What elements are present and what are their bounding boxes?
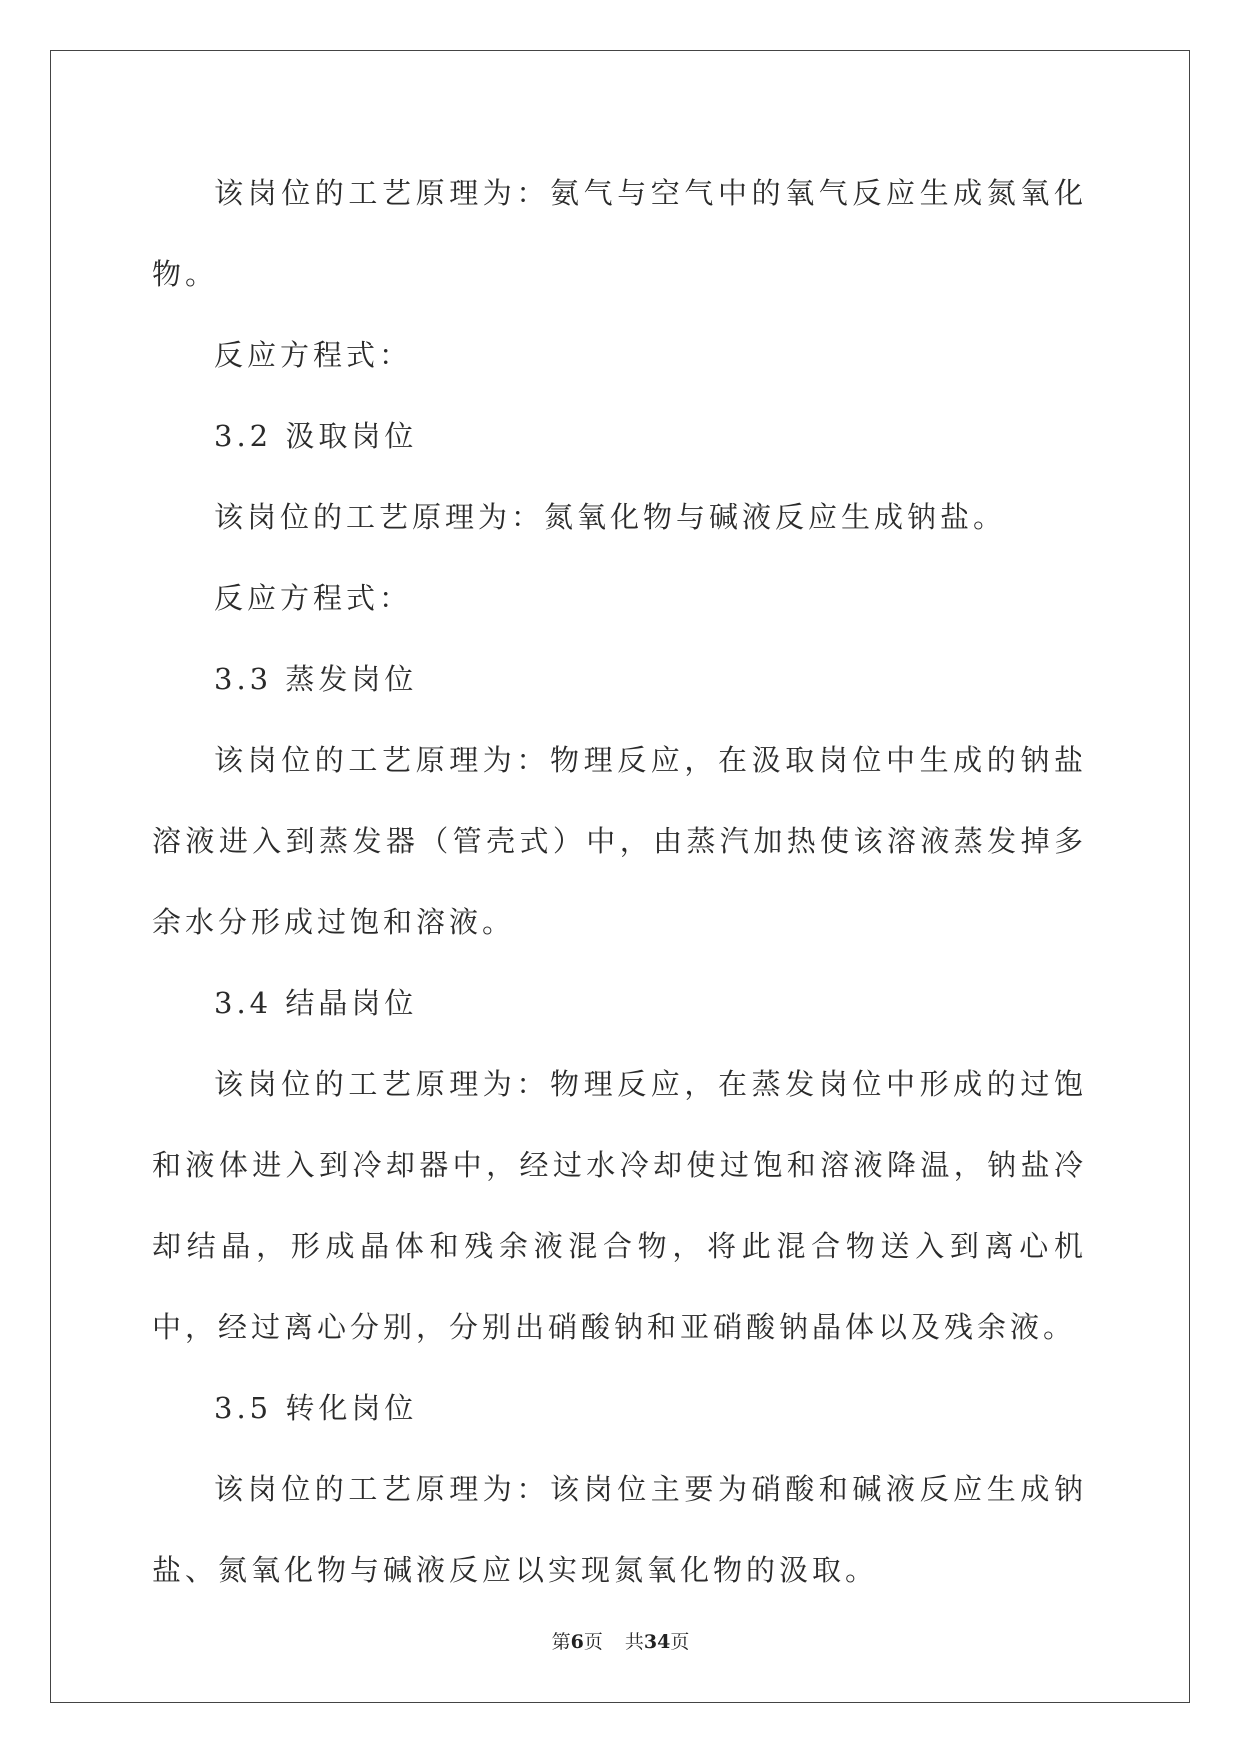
section-heading: 3.3 蒸发岗位 bbox=[214, 662, 418, 696]
paragraph: 该岗位的工艺原理为：氮氧化物与碱液反应生成钠盐。 bbox=[214, 500, 1007, 534]
page-footer bbox=[0, 1627, 1241, 1654]
page-prefix: 第 bbox=[551, 1631, 571, 1653]
page-suffix: 页 bbox=[583, 1631, 603, 1653]
section-heading: 3.2 汲取岗位 bbox=[214, 419, 418, 453]
paragraph: 该岗位的工艺原理为：物理反应，在蒸发岗位中形成的过饱和液体进入到冷却器中，经过水冷却使过饱和溶液降温，钠盐冷却结晶，形成晶体和残余液混合物，将此混合物送入到离心机中，经过离心分别，分别出硝酸钠和亚硝酸钠晶体以及残余液。 bbox=[152, 1067, 1087, 1344]
section-heading: 3.5 转化岗位 bbox=[214, 1391, 418, 1425]
document-body bbox=[152, 153, 1087, 1611]
total-prefix: 共 bbox=[624, 1631, 644, 1653]
total-pages: 34 bbox=[643, 1631, 671, 1653]
paragraph: 该岗位的工艺原理为：物理反应，在汲取岗位中生成的钠盐溶液进入到蒸发器（管壳式）中，由蒸汽加热使该溶液蒸发掉多余水分形成过饱和溶液。 bbox=[152, 743, 1087, 939]
page-number: 6 bbox=[570, 1631, 584, 1653]
paragraph: 反应方程式： bbox=[214, 581, 413, 615]
paragraph: 该岗位的工艺原理为：该岗位主要为硝酸和碱液反应生成钠盐、氮氧化物与碱液反应以实现氮氧化物的汲取。 bbox=[152, 1472, 1087, 1587]
total-suffix: 页 bbox=[670, 1631, 690, 1653]
paragraph: 该岗位的工艺原理为：氨气与空气中的氧气反应生成氮氧化物。 bbox=[152, 176, 1087, 291]
paragraph: 反应方程式： bbox=[214, 338, 413, 372]
section-heading: 3.4 结晶岗位 bbox=[214, 986, 418, 1020]
